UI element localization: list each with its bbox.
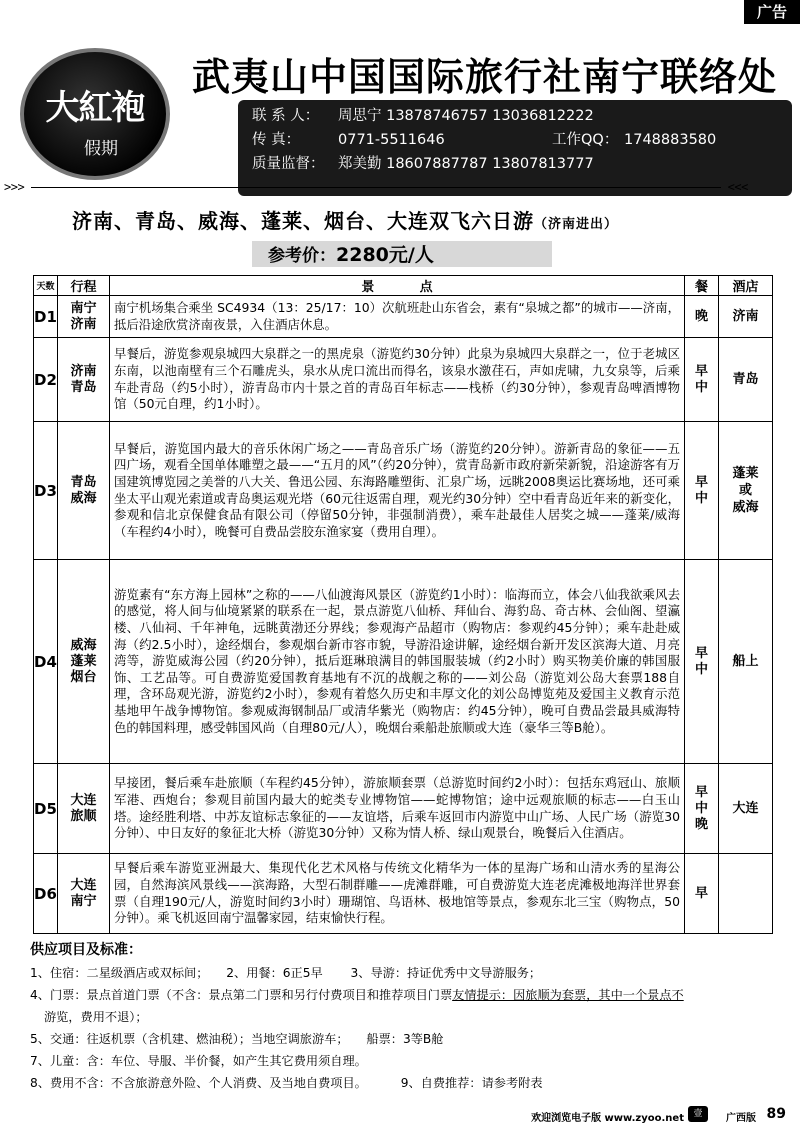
qq-value: 1748883580 (624, 132, 717, 148)
fax-label: 传 真： (252, 132, 301, 148)
price (268, 240, 434, 267)
supervisor-value: 郑美勤 18607887787 13807813777 (338, 156, 594, 172)
brand-logo (20, 48, 170, 180)
supervisor-row (252, 152, 778, 176)
meal-cell: 早 中 (685, 422, 719, 560)
tour-title-text: 济南、青岛、威海、蓬莱、烟台、大连双飞六日游 (72, 209, 534, 233)
supply-item: 游览，费用不退）； (44, 1010, 148, 1024)
logo-main-text: 大紅袍 (45, 88, 145, 128)
table-row (34, 764, 773, 854)
day-cell: D1 (34, 296, 58, 338)
supply-line (30, 1073, 780, 1095)
logo-sub-text: 假期 (84, 139, 118, 159)
supply-line (30, 1051, 780, 1073)
contact-value: 周思宁 13878746757 13036812222 (338, 108, 594, 124)
desc-cell: 早餐后，游览国内最大的音乐休闲广场之——青岛音乐广场（游览约20分钟）。游新青岛的象征——五四广场，观看全国单体雕塑之最——“五月的风”（约20分钟），赏青岛新市政府新荣新貌，沿途游客有万国建筑博览园之美誉的八大关、鲁迅公园、东海路雕塑街、汇泉广场，远眺2008奥运比赛场地，还可乘坐太平山观光索道或青岛奥运观光塔（60元往返需自理，观光约30分钟）空中看青岛近年来的新变化，参观和信北京保健食品有限公司（停留50分钟，非强制消费），乘车赴最佳人居奖之城——蓬莱/威海（车程约4小时），晚餐可自费品尝胶东渔家宴（费用自理）。 (110, 422, 685, 560)
supply-line (30, 985, 780, 1007)
itinerary-table (33, 275, 773, 934)
supply-line (30, 1029, 780, 1051)
supervisor-label: 质量监督： (252, 156, 325, 172)
day-cell: D2 (34, 338, 58, 422)
hotel-cell: 蓬莱 或 威海 (719, 422, 773, 560)
supply-item: 8、费用不含：不含旅游意外险、个人消费、及当地自费项目。 (30, 1076, 367, 1090)
table-row (34, 854, 773, 934)
table-row (34, 422, 773, 560)
tour-title-note: （济南进出） (534, 217, 619, 232)
supply-item: 7、儿童：含：车位、导服、半价餐，如产生其它费用须自理。 (30, 1054, 367, 1068)
supply-item: 1、住宿：二星级酒店或双标间； (30, 966, 209, 980)
supply-section (30, 939, 780, 1095)
day-cell: D6 (34, 854, 58, 934)
price-value: 2280元/人 (336, 244, 434, 266)
footer-edition: 广西版 (726, 1113, 756, 1124)
tour-title (72, 205, 618, 234)
route-cell: 威海 蓬莱 烟台 (58, 560, 110, 764)
contact-row (252, 104, 778, 128)
day-cell: D5 (34, 764, 58, 854)
supply-item: 船票：3等B舱 (366, 1032, 444, 1046)
footer (0, 1100, 800, 1129)
meal-cell: 早 中 (685, 560, 719, 764)
meal-cell: 晚 (685, 296, 719, 338)
supply-item: 5、交通：往返机票（含机建、燃油税）；当地空调旅游车； (30, 1032, 349, 1046)
supply-item: 3、导游：持证优秀中文导游服务； (350, 966, 542, 980)
supply-tip: 友情提示：因旅顺为套票，其中一个景点不 (452, 988, 684, 1002)
header-route: 行程 (58, 276, 110, 296)
supply-item: 9、自费推荐：请参考附表 (400, 1076, 543, 1090)
hotel-cell: 济南 (719, 296, 773, 338)
fax-row (252, 128, 778, 152)
header-desc: 景 点 (110, 276, 685, 296)
meal-cell: 早 中 晚 (685, 764, 719, 854)
desc-cell: 游览素有“东方海上园林”之称的——八仙渡海风景区（游览约1小时）：临海而立，体会八仙我欲乘风去的感觉，将人间与仙境紧紧的联系在一起，景点游览八仙桥、拜仙台、海豹岛、奇古林、会仙阁、望瀛楼、八仙祠、千年神龟，远眺黄渤还分界线；参观海产品超市（购物店：参观约45分钟）；乘车赴赴威海（约2.5小时），途经烟台，参观烟台新市容市貌，导游沿途讲解，途经烟台新开发区滨海大道、月亮湾等，游览威海公园（约20分钟），抵后逛琳琅满目的韩国服装城（约2小时）购买物美价廉的韩国服饰、工艺品等。可自费游览爱国教育基地有不沉的战舰之称的——刘公岛（游览刘公岛大套票188自理，含环岛观光游，游览约2小时），参观有着悠久历史和丰厚文化的刘公岛博览苑及爱国主义教育示范基地甲午战争博物馆。参观威海钢制品厂或清华紫光（购物店：约45分钟），晚可自费品尝最具威海特色的韩国料理，感受韩国风尚（自理80元/人），晚烟台乘船赴旅顺或大连（豪华三等B舱）。 (110, 560, 685, 764)
meal-cell: 早 中 (685, 338, 719, 422)
agency-name: 武夷山中国国际旅行社南宁联络处 (192, 54, 778, 99)
supply-line (30, 1007, 780, 1029)
table-row (34, 296, 773, 338)
arrow-right: <<< (727, 180, 748, 194)
desc-cell: 早餐后乘车游览亚洲最大、集现代化艺术风格与传统文化精华为一体的星海广场和山清水秀的星海公园，自然海滨风景线——滨海路，大型石制群雕——虎滩群雕，可自费游览大连老虎滩极地海洋世界套票（自理190元/人，游览时间约3小时）珊瑚馆、鸟语林、极地馆等景点，参观东北三宝（购物点，50分钟）。乘飞机返回南宁温馨家园，结束愉快行程。 (110, 854, 685, 934)
desc-cell: 南宁机场集合乘坐 SC4934（13：25/17：10）次航班赴山东省会，素有“泉城之都”的城市——济南，抵后沿途欣赏济南夜景，入住酒店休息。 (110, 296, 685, 338)
day-cell: D3 (34, 422, 58, 560)
route-cell: 大连 旅顺 (58, 764, 110, 854)
header-day: 天数 (34, 276, 58, 296)
hotel-cell: 大连 (719, 764, 773, 854)
route-cell: 大连 南宁 (58, 854, 110, 934)
footer-badge-icon: 壹 (688, 1106, 708, 1122)
route-cell: 济南 青岛 (58, 338, 110, 422)
fax-value: 0771-5511646 (338, 132, 445, 148)
table-row (34, 560, 773, 764)
meal-cell: 早 (685, 854, 719, 934)
arrow-left: >>> (4, 180, 25, 194)
supply-line (30, 963, 780, 985)
header (0, 22, 800, 182)
ad-tag: 广告 (744, 0, 800, 24)
contact-label: 联 系 人： (252, 108, 320, 124)
qq-label: 工作QQ： (552, 132, 619, 148)
page-number: 89 (766, 1106, 786, 1122)
header-meal: 餐 (685, 276, 719, 296)
supply-title: 供应项目及标准： (30, 942, 142, 958)
footer-website[interactable]: 欢迎浏览电子版 www.zyoo.net (531, 1113, 684, 1124)
route-cell: 南宁 济南 (58, 296, 110, 338)
supply-item: 4、门票：景点首道门票（不含：景点第二门票和另行付费项目和推荐项目门票 (30, 988, 453, 1002)
table-row (34, 338, 773, 422)
divider-rule (31, 187, 721, 188)
hotel-cell (719, 854, 773, 934)
desc-cell: 早餐后，游览参观泉城四大泉群之一的黑虎泉（游览约30分钟）此泉为泉城四大泉群之一，位于老城区东南，以池南壁有三个石雕虎头，泉水从虎口流出而得名，该泉水激荏石，声如虎啸，九女泉等，后乘车赴青岛（约5小时），游青岛市内十景之首的青岛百年标志——栈桥（约30分钟），参观青岛啤酒博物馆（50元自理，约1小时）。 (110, 338, 685, 422)
supply-item: 2、用餐：6正5早 (226, 966, 323, 980)
hotel-cell: 青岛 (719, 338, 773, 422)
route-cell: 青岛 威海 (58, 422, 110, 560)
hotel-cell: 船上 (719, 560, 773, 764)
price-label: 参考价： (268, 246, 336, 266)
header-hotel: 酒店 (719, 276, 773, 296)
desc-cell: 早接团，餐后乘车赴旅顺（车程约45分钟），游旅顺套票（总游览时间约2小时）：包括东鸡冠山、旅顺军港、西炮台；参观目前国内最大的蛇类专业博物馆——蛇博物馆；途中远观旅顺的标志——白玉山塔。途经胜利塔、中苏友谊标志象征的——友谊塔，后乘车返回市内游览中山广场、人民广场（游览30分钟）、中日友好的象征北大桥（游览30分钟）又称为情人桥、绿山观景台，晚餐后入住酒店。 (110, 764, 685, 854)
table-header-row (34, 276, 773, 296)
divider-arrows (4, 180, 796, 194)
day-cell: D4 (34, 560, 58, 764)
